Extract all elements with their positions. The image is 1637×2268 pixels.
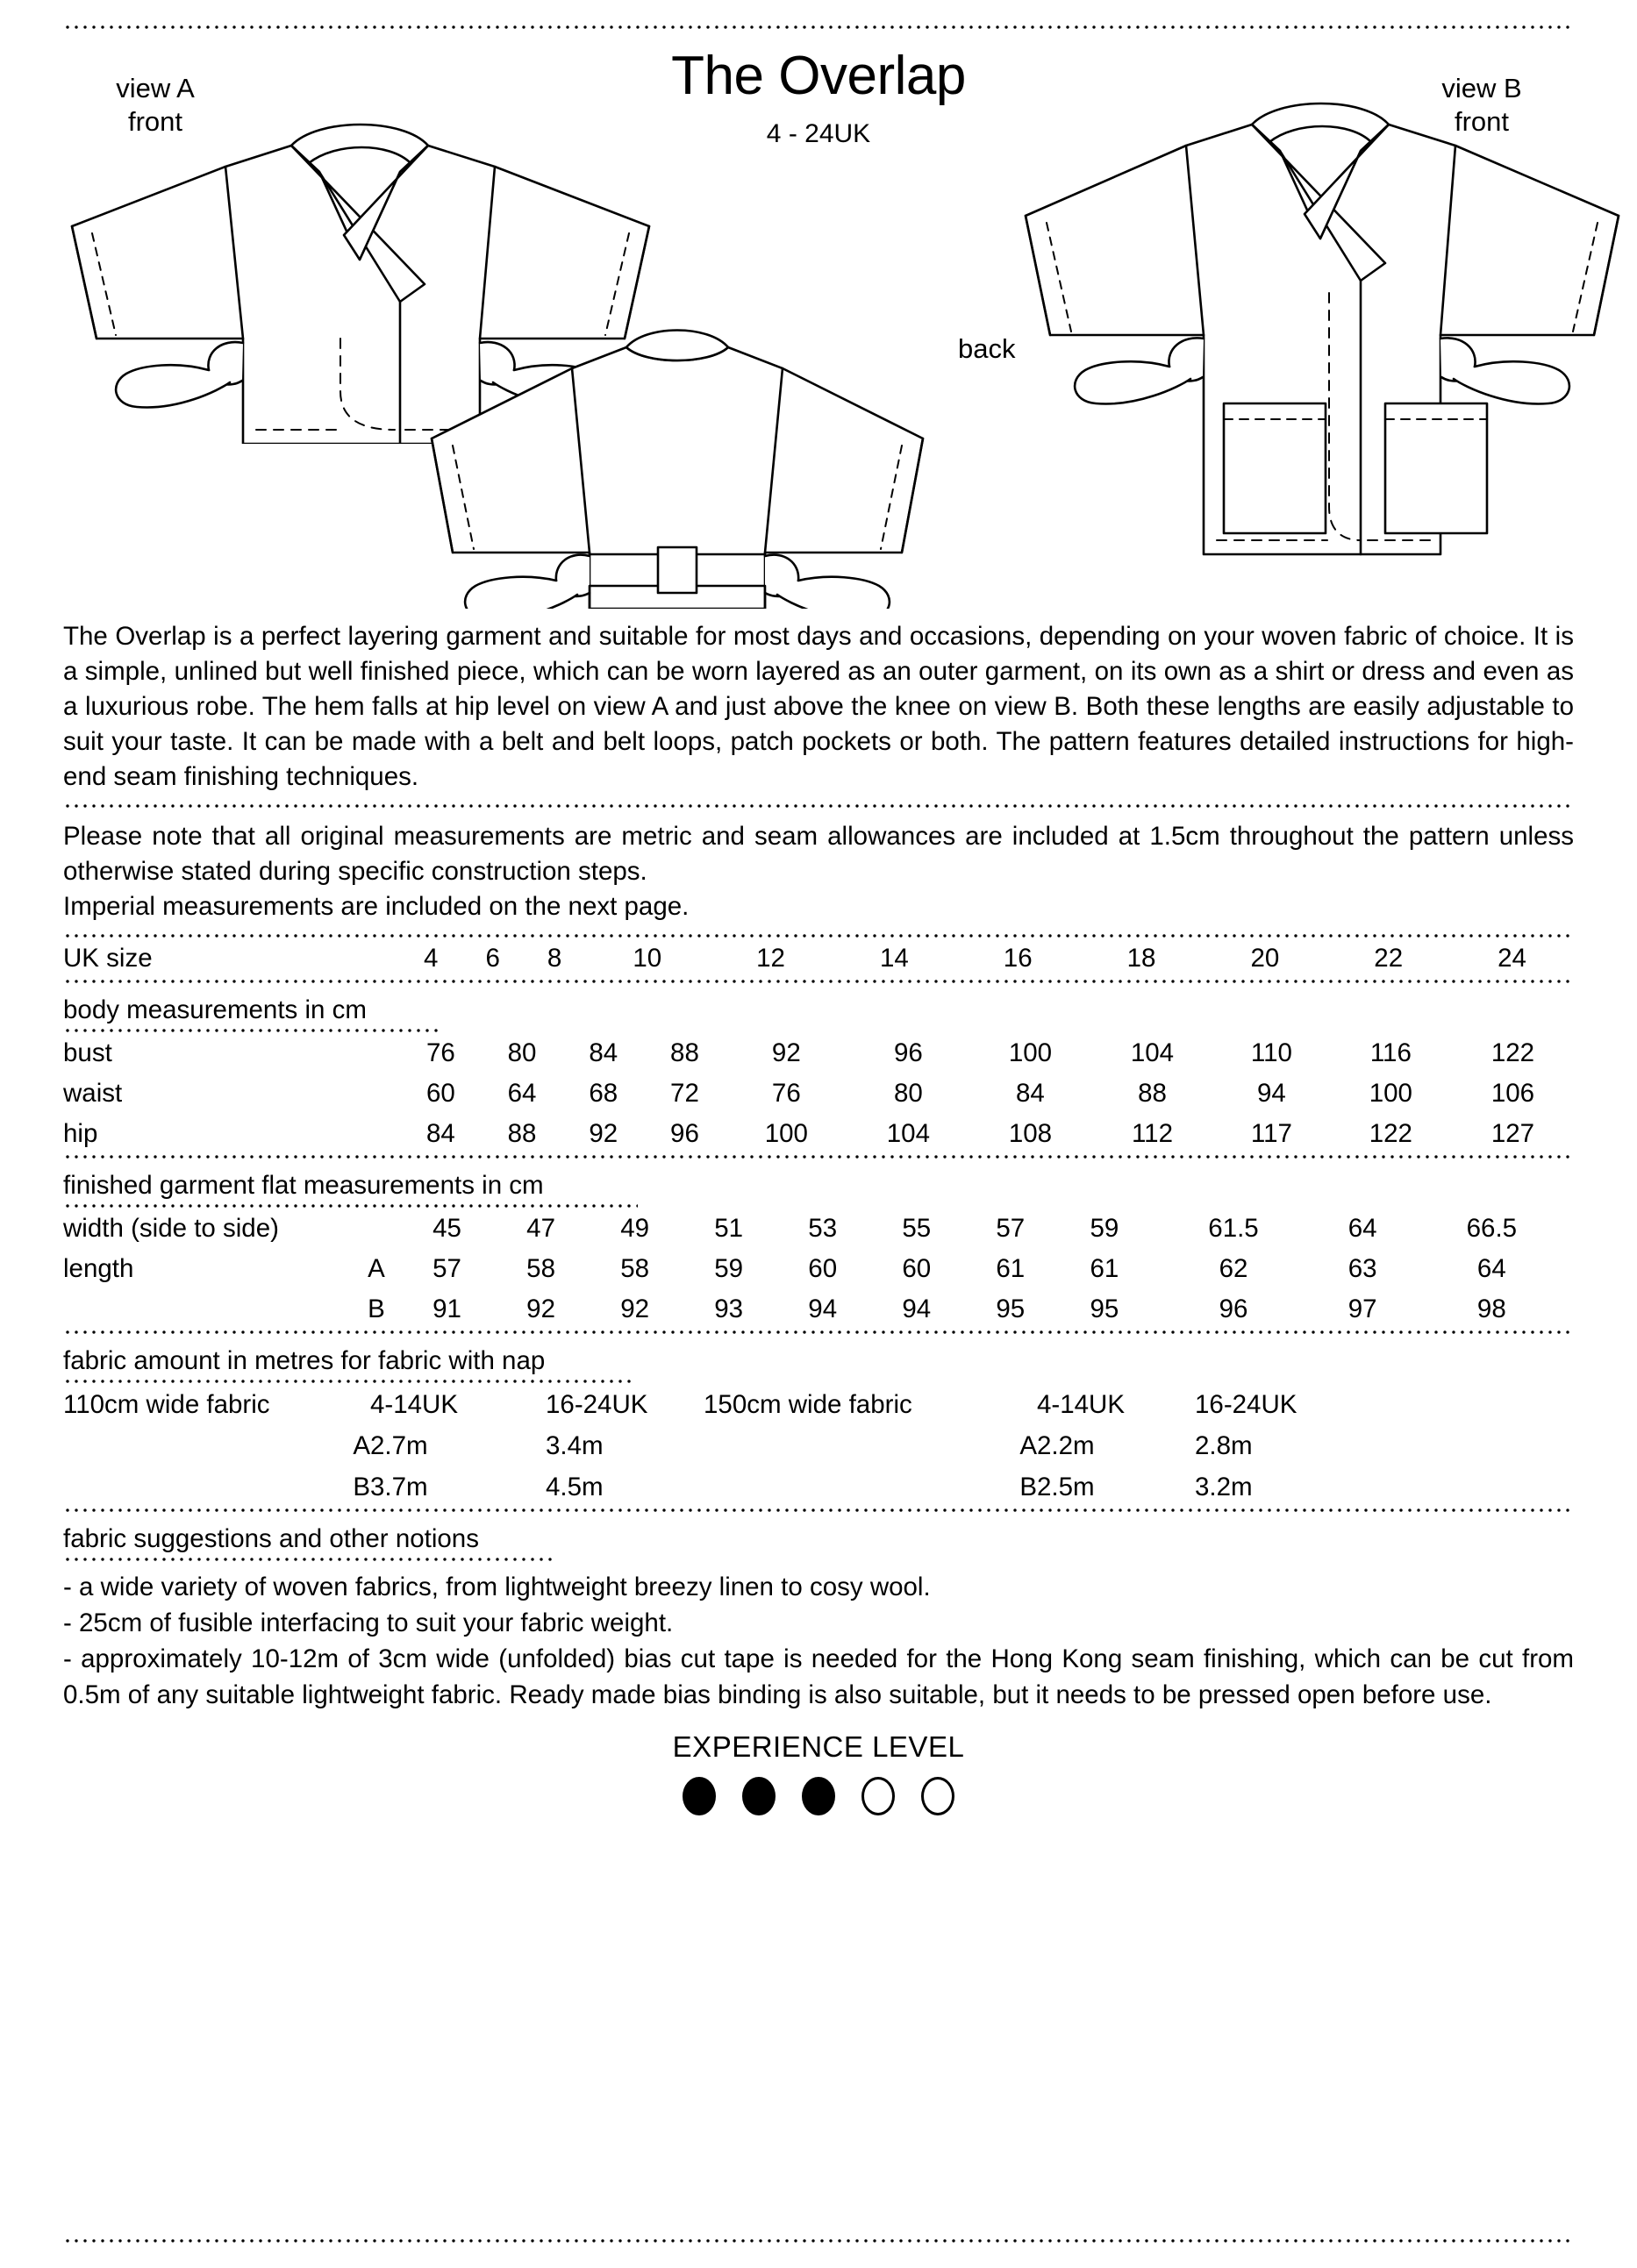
notions-list xyxy=(63,1562,1574,1713)
bottom-divider xyxy=(63,2238,1574,2243)
length-a-key: A xyxy=(368,1254,385,1283)
fabric-110-col2: 16-24UK xyxy=(546,1390,648,1419)
fabric-110-a-v2: 3.4m xyxy=(546,1431,604,1460)
uk-size-cell-6: 16 xyxy=(1003,944,1033,973)
length-a-cell-8: 62 xyxy=(1219,1254,1248,1283)
length-b-cell-0: 91 xyxy=(432,1294,461,1323)
waist-cell-6: 84 xyxy=(1016,1079,1045,1108)
waist-cell-1: 64 xyxy=(507,1079,537,1108)
length-a-cell-10: 64 xyxy=(1476,1254,1506,1283)
uk-size-cell-5: 14 xyxy=(879,944,909,973)
bust-cell-0: 76 xyxy=(425,1038,455,1067)
table-row-length-a xyxy=(63,1249,1574,1289)
fabric-amount-table xyxy=(63,1384,1574,1508)
length-a-cell-2: 58 xyxy=(620,1254,650,1283)
bust-cell-4: 92 xyxy=(771,1038,801,1067)
width-cell-10: 66.5 xyxy=(1466,1214,1518,1243)
length-a-cell-1: 58 xyxy=(526,1254,555,1283)
length-a-cell-3: 59 xyxy=(714,1254,744,1283)
uk-size-cell-8: 20 xyxy=(1250,944,1280,973)
uk-size-ab-spacer xyxy=(353,938,400,979)
fabric-right-a-key: A xyxy=(1019,1431,1037,1460)
width-cell-1: 47 xyxy=(526,1214,555,1243)
width-cell-9: 64 xyxy=(1347,1214,1377,1243)
uk-size-cell-3: 10 xyxy=(633,944,662,973)
view-b-technical-drawing xyxy=(1006,75,1620,567)
table-row-waist xyxy=(63,1073,1574,1114)
size-range-subtitle: 4 - 24UK xyxy=(766,119,871,148)
notion-item-2: - approximately 10-12m of 3cm wide (unfolded) bias cut tape is needed for the Hong Kong seam finishing, which can be cut from 0.5m of any suitable lightweight fabric. Ready made bias binding is also suitable, but it needs to be pressed open before use. xyxy=(63,1644,1574,1709)
fabric-150-a-v1: 2.2m xyxy=(1037,1431,1095,1460)
bust-cell-5: 96 xyxy=(893,1038,923,1067)
length-b-cell-10: 98 xyxy=(1476,1294,1506,1323)
fabric-150-name: 150cm wide fabric xyxy=(704,1390,912,1419)
back-view-label: back xyxy=(958,333,1016,364)
width-cell-3: 51 xyxy=(714,1214,744,1243)
experience-dot-3 xyxy=(802,1777,835,1815)
experience-level-dots xyxy=(63,1777,1574,1815)
length-label: length xyxy=(63,1254,134,1283)
bust-cell-8: 110 xyxy=(1250,1038,1292,1067)
view-a-label-line2: front xyxy=(127,105,183,137)
hip-cell-7: 112 xyxy=(1131,1119,1173,1148)
bust-cell-10: 122 xyxy=(1490,1038,1535,1067)
waist-cell-7: 88 xyxy=(1138,1079,1167,1108)
table-row-hip xyxy=(63,1114,1574,1154)
hip-cell-6: 108 xyxy=(1008,1119,1053,1148)
uk-size-cell-4: 12 xyxy=(756,944,785,973)
table-row-length-b xyxy=(63,1289,1574,1330)
uk-size-label: UK size xyxy=(63,944,153,973)
uk-size-cell-0: 4 xyxy=(424,944,439,973)
hip-cell-1: 88 xyxy=(507,1119,537,1148)
experience-level-title: EXPERIENCE LEVEL xyxy=(672,1730,965,1763)
fabric-left-a-key: A xyxy=(353,1431,370,1460)
hip-label: hip xyxy=(63,1119,98,1148)
bust-cell-6: 100 xyxy=(1008,1038,1053,1067)
notion-item-1: - 25cm of fusible interfacing to suit your fabric weight. xyxy=(63,1608,674,1637)
description-block xyxy=(63,609,1574,803)
length-a-cell-9: 63 xyxy=(1347,1254,1377,1283)
waist-cell-8: 94 xyxy=(1257,1079,1286,1108)
fabric-right-b-key: B xyxy=(1019,1473,1037,1501)
uk-size-cell-1: 6 xyxy=(485,944,500,973)
finished-measurements-heading: finished garment flat measurements in cm xyxy=(63,1171,544,1200)
experience-dot-2 xyxy=(742,1777,776,1815)
note-text-a: Please note that all original measurements are metric and seam allowances are included at 1.5cm throughout the pattern unless otherwise stated during specific construction steps. xyxy=(63,822,1574,886)
width-cell-0: 45 xyxy=(432,1214,461,1243)
bust-cell-1: 80 xyxy=(507,1038,537,1067)
view-a-label-line1: view A xyxy=(116,73,195,103)
page-title: The Overlap xyxy=(671,46,966,106)
bust-cell-7: 104 xyxy=(1130,1038,1175,1067)
length-b-cell-7: 95 xyxy=(1090,1294,1119,1323)
waist-cell-10: 106 xyxy=(1490,1079,1535,1108)
body-measurements-heading: body measurements in cm xyxy=(63,995,367,1024)
width-cell-4: 53 xyxy=(808,1214,838,1243)
length-a-cell-0: 57 xyxy=(432,1254,461,1283)
hip-cell-8: 117 xyxy=(1250,1119,1292,1148)
fabric-amount-row-b xyxy=(63,1466,1574,1508)
description-text: The Overlap is a perfect layering garment and suitable for most days and occasions, depending on your woven fabric of choice. It is a simple, unlined but well finished piece, which can be worn layered as an outer garment, on its own as a shirt or dress and even as a luxurious robe. The hem falls at hip level on view A and just above the knee on view B. Both these lengths are easily adjustable to suit your taste. It can be made with a belt and belt loops, patch pockets or both. The pattern features detailed instructions for high-end seam finishing techniques. xyxy=(63,622,1574,791)
hip-cell-5: 104 xyxy=(886,1119,930,1148)
hip-cell-3: 96 xyxy=(670,1119,699,1148)
length-a-cell-7: 61 xyxy=(1090,1254,1119,1283)
hip-cell-9: 122 xyxy=(1369,1119,1412,1148)
waist-cell-3: 72 xyxy=(670,1079,699,1108)
body-measurements-table xyxy=(63,1033,1574,1154)
fabric-amount-header-row xyxy=(63,1384,1574,1425)
table-row-bust xyxy=(63,1033,1574,1073)
fabric-150-col2: 16-24UK xyxy=(1195,1390,1297,1419)
bust-cell-9: 116 xyxy=(1369,1038,1412,1067)
waist-cell-2: 68 xyxy=(589,1079,618,1108)
length-b-cell-4: 94 xyxy=(808,1294,838,1323)
waist-cell-0: 60 xyxy=(425,1079,455,1108)
length-a-cell-5: 60 xyxy=(902,1254,932,1283)
note-text-b: Imperial measurements are included on the next page. xyxy=(63,892,690,921)
view-b-label-line1: view B xyxy=(1441,73,1522,103)
fabric-110-col1: 4-14UK xyxy=(370,1390,459,1419)
hip-cell-0: 84 xyxy=(425,1119,455,1148)
length-b-cell-2: 92 xyxy=(620,1294,650,1323)
fabric-150-col1: 4-14UK xyxy=(1037,1390,1126,1419)
illustration-block xyxy=(63,30,1574,609)
table-row-uk-size xyxy=(63,938,1574,979)
hip-cell-10: 127 xyxy=(1490,1119,1535,1148)
width-cell-8: 61.5 xyxy=(1208,1214,1259,1243)
width-cell-2: 49 xyxy=(620,1214,650,1243)
experience-dot-4 xyxy=(861,1777,895,1815)
uk-size-cell-9: 22 xyxy=(1374,944,1404,973)
length-b-cell-9: 97 xyxy=(1347,1294,1377,1323)
bust-cell-3: 88 xyxy=(670,1038,699,1067)
uk-size-table xyxy=(63,938,1574,979)
width-label: width (side to side) xyxy=(63,1214,279,1243)
hip-cell-4: 100 xyxy=(764,1119,808,1148)
width-cell-6: 57 xyxy=(996,1214,1026,1243)
fabric-150-b-v1: 2.5m xyxy=(1037,1473,1095,1501)
uk-size-cell-10: 24 xyxy=(1498,944,1526,973)
fabric-110-name: 110cm wide fabric xyxy=(63,1390,270,1419)
back-technical-drawing xyxy=(423,319,932,609)
length-b-cell-6: 95 xyxy=(996,1294,1026,1323)
length-b-key: B xyxy=(368,1294,385,1323)
fabric-110-a-v1: 2.7m xyxy=(370,1431,428,1460)
hip-cell-2: 92 xyxy=(589,1119,618,1148)
uk-size-cell-2: 8 xyxy=(547,944,562,973)
waist-label: waist xyxy=(63,1079,123,1108)
waist-cell-9: 100 xyxy=(1369,1079,1412,1108)
note-block xyxy=(63,809,1574,933)
finished-measurements-table xyxy=(63,1209,1574,1330)
length-a-cell-6: 61 xyxy=(996,1254,1026,1283)
view-b-label-line2: front xyxy=(1454,105,1510,137)
length-a-cell-4: 60 xyxy=(808,1254,838,1283)
length-b-cell-8: 96 xyxy=(1219,1294,1248,1323)
bust-label: bust xyxy=(63,1038,112,1067)
notions-heading: fabric suggestions and other notions xyxy=(63,1524,479,1553)
fabric-150-b-v2: 3.2m xyxy=(1195,1473,1253,1501)
fabric-amount-heading: fabric amount in metres for fabric with nap xyxy=(63,1346,546,1375)
fabric-left-b-key: B xyxy=(353,1473,370,1501)
table-row-width xyxy=(63,1209,1574,1249)
width-cell-5: 55 xyxy=(902,1214,932,1243)
uk-size-cell-7: 18 xyxy=(1126,944,1156,973)
experience-dot-1 xyxy=(683,1777,716,1815)
fabric-amount-row-a xyxy=(63,1425,1574,1466)
length-b-cell-3: 93 xyxy=(714,1294,744,1323)
width-cell-7: 59 xyxy=(1090,1214,1119,1243)
fabric-110-b-v2: 4.5m xyxy=(546,1473,604,1501)
length-b-cell-1: 92 xyxy=(526,1294,555,1323)
fabric-110-b-v1: 3.7m xyxy=(370,1473,428,1501)
fabric-150-a-v2: 2.8m xyxy=(1195,1431,1253,1460)
experience-level-block xyxy=(63,1713,1574,1815)
length-b-cell-5: 94 xyxy=(902,1294,932,1323)
waist-cell-4: 76 xyxy=(771,1079,801,1108)
experience-dot-5 xyxy=(921,1777,954,1815)
notion-item-0: - a wide variety of woven fabrics, from lightweight breezy linen to cosy wool. xyxy=(63,1573,931,1601)
waist-cell-5: 80 xyxy=(893,1079,923,1108)
bust-cell-2: 84 xyxy=(589,1038,618,1067)
